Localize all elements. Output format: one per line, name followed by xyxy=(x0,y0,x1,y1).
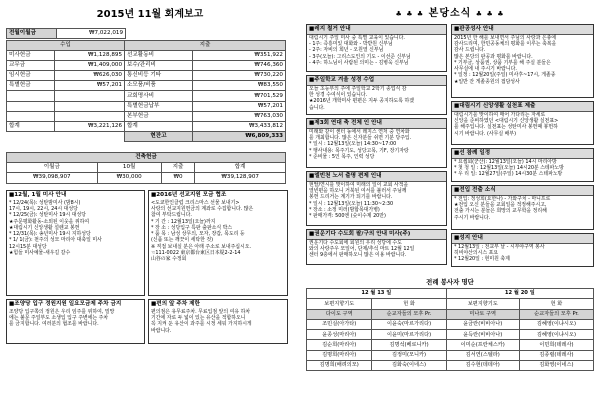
box-line: 에는 불문 주일부도 소생입 입구 주변에는 주차 xyxy=(9,315,109,322)
box-line: * 일정 : 12월20일(주일) 미사후~17시, 게졸종 xyxy=(454,72,556,79)
box-line: - 3주(오늘): 그리스도인의 기도 - 이선준 신부님 xyxy=(309,53,411,60)
income-value: ₩1,128,895 xyxy=(55,51,125,61)
duty-cell: 김명희(마리아) xyxy=(307,350,372,360)
transfer-news-box xyxy=(451,185,594,230)
prev-balance-label: 전월이월금 xyxy=(7,29,57,39)
table-row xyxy=(7,81,286,91)
building-value: ₩30,000 xyxy=(97,173,161,183)
box-line: * 12/24(목): 성탄밤미사 (밤8시) xyxy=(9,199,81,206)
box-line: (신품 또는 깨끗이 세탁한 것) xyxy=(151,237,214,244)
box-line: 조양당 입구쪽의 정원은 우리 임주를 위하여, 밀망 xyxy=(9,308,115,315)
income-value: ₩1,409,000 xyxy=(55,61,125,71)
clover-icon: ♣ ♣ ♣ xyxy=(395,10,425,18)
box-line: - 2주: 자비의 희년 - 오원열 신부님 xyxy=(309,47,384,54)
income-value xyxy=(55,91,125,101)
box-line: 대림시기 주일 미사 중 특별 교육이 있습니다. xyxy=(309,34,405,41)
box-line: * 기 간 : 12월13일(오늘)까지 xyxy=(151,218,216,225)
box-line: * 기부금, 상품권, 상품 기부를 해 주실 분들은 xyxy=(454,59,551,66)
table-row xyxy=(307,340,594,350)
duty-cell: 윤득란(비비아나) xyxy=(446,330,519,340)
box-line: 많은 본당의 판공과 평화를 바랍니다. xyxy=(454,53,533,60)
sisters-sale-box xyxy=(306,229,447,265)
box-line: 현딸/연시를 맞이하여 미래의 일이 교회 사적을 xyxy=(309,181,409,188)
table-row xyxy=(7,51,286,61)
box-line: ★일반 잔 게졸종원의 접담성사 xyxy=(454,78,520,85)
box-line: 센터 9층에서 판매하오니 많은 이용 바랍니다. xyxy=(309,252,407,259)
income-total-value: ₩3,221,126 xyxy=(55,121,125,131)
box-line: <도쿄한인클럽 크리스마스 선물 보내기> xyxy=(151,199,240,206)
box-title: ■12월, 1월 미사 안내 xyxy=(9,192,67,198)
building-value: ₩0 xyxy=(161,173,195,183)
cash-row xyxy=(7,131,286,141)
box-line: 17시, 19시, 22시, 24시 대성당 xyxy=(9,206,78,213)
box-line: 와의 사랑주우 모일어, 단제/추석 마트 12월 12일 xyxy=(309,246,415,253)
income-value xyxy=(55,101,125,111)
table-row xyxy=(307,350,594,360)
building-fund-title: 건축헌금 xyxy=(7,153,286,163)
duty-date: 12 월 20 일 xyxy=(446,289,593,299)
duty-cell: 이미순(프란체스카) xyxy=(446,340,519,350)
building-value: ₩39,098,907 xyxy=(7,173,98,183)
expense-header: 지출 xyxy=(125,41,286,51)
box-line: 바랍니다. xyxy=(151,327,172,334)
duty-cell: 김혜영(이냐시오) xyxy=(519,319,593,329)
parking-notice-box xyxy=(6,299,145,344)
box-line: 봉헌 드리거는 계기가 되기를 바랍니다. xyxy=(309,194,393,201)
box-line: 전출 가시는 분들은 희망의 교무학을 정리해 xyxy=(454,208,547,215)
box-title: ■편의 앞 주차 제한 xyxy=(151,301,200,307)
total-row xyxy=(7,121,286,131)
box-line: 12시15분 대성당 xyxy=(9,243,47,250)
box-line: 참여 부탁드립니다. xyxy=(151,212,192,219)
box-line: * 12월20일 : 현미원 축제 xyxy=(454,256,510,263)
expense-total-label: 합계 xyxy=(125,121,193,131)
table-row xyxy=(7,61,286,71)
box-line: * 장소 : 소정 미러(밤합목대가병) xyxy=(309,206,380,213)
box-line: 한 성경 수여식이 있습니다. xyxy=(309,92,368,99)
duty-col-header: 보편지향기도 xyxy=(307,299,372,309)
duty-cell: 윤종성(마리아) xyxy=(307,330,372,340)
expense-value: ₩763,030 xyxy=(193,111,286,121)
duty-cell: 김화영(이네스) xyxy=(519,361,593,371)
duty-cell: 김종렬(데레사) xyxy=(519,350,593,360)
duty-col-header: 헌 화 xyxy=(519,299,593,309)
income-label xyxy=(7,101,55,111)
duty-cell: 김혜영(이냐시오) xyxy=(519,330,593,340)
box-line: * 일시 : 12월13일(오늘) 14:30~17:00 xyxy=(309,141,397,148)
building-header: 지출 xyxy=(161,163,195,173)
box-line: 2015년 한 해를 보내면서 주님의 사랑과 은총에 xyxy=(454,34,557,41)
clover-icon: ♣ ♣ ♣ xyxy=(475,10,505,18)
left-page xyxy=(6,8,294,408)
table-row xyxy=(307,330,594,340)
duty-cell: 이윤숙(마르가리다) xyxy=(372,319,446,329)
box-line: * 1/ 1(금): 천주의 성모 마리아 대축일 미사 xyxy=(9,237,102,244)
bazaar-box xyxy=(306,171,447,226)
expense-label: 소모품/비품 xyxy=(125,81,193,91)
box-title: ■엘빈천 노서 출명 편제 인내 xyxy=(307,172,446,182)
box-line: 습니다. xyxy=(309,104,325,111)
duty-cell: 김명석(베로니카) xyxy=(372,340,446,350)
expense-value: ₩746,360 xyxy=(193,61,286,71)
duty-date: 12 월 13 일 xyxy=(307,289,447,299)
duty-cell: 윤금란(비비아나) xyxy=(446,319,519,329)
table-row xyxy=(307,319,594,329)
finance-table xyxy=(6,40,286,142)
box-title: ■주일학교 겨울 성경 수업 xyxy=(307,76,446,86)
expense-value: ₩351,922 xyxy=(193,51,286,61)
duty-cell: 김화숙(이네스) xyxy=(372,361,446,371)
box-line: * 12/25(금): 성탄미사 19시 대성당 xyxy=(9,212,86,219)
box-line: * 12/31(목): 송년미사 19시 지하성당 xyxy=(9,231,91,238)
duty-roster-title: 전례 봉사자 명단 xyxy=(426,278,474,286)
building-header: 이월금 xyxy=(7,163,98,173)
box-line: ★전입 오신 분들을 교회일을 적정해주시고, xyxy=(454,202,547,209)
prev-balance-value: ₩7,022,019 xyxy=(57,29,126,39)
right-page xyxy=(306,8,594,408)
box-line: 시기 바랍니다. (사무실 배부) xyxy=(454,130,517,137)
duty-cell: 이윤미(마르가리다) xyxy=(372,330,446,340)
box-line: ★주문평화활동-소외된 이웃을 위하여 xyxy=(9,218,90,225)
box-line: 山谷の家 수정회 xyxy=(151,255,187,262)
table-row xyxy=(7,71,286,81)
duty-cell: 김정미(모니카) xyxy=(372,350,446,360)
advent-practice-box xyxy=(451,101,594,145)
box-line: 주시기 바랍니다. xyxy=(454,214,491,221)
duty-sub-header: 순교자들의 모후 Pr. xyxy=(519,309,593,319)
box-line: * 전입: 정성희(요한나) - 가와구치 - 마니프로 xyxy=(454,195,551,202)
box-line: - 4주: 하느님이 사람된 의미는 - 김병욱 신부님 xyxy=(309,59,409,66)
box-line: 편의점은 유무료주차. 무료입점 앞의 여유 하차 xyxy=(151,308,251,315)
duty-col-header: 헌 화 xyxy=(372,299,446,309)
expense-label: 본부헌금 xyxy=(125,111,193,121)
box-line: ☜111-0022 東京都台東区日本堤2-2-14 xyxy=(151,249,241,256)
expense-label: 선교활동비 xyxy=(125,51,193,61)
box-title: ■선 참례 일정 xyxy=(452,149,593,159)
expense-value: ₩701,529 xyxy=(193,91,286,101)
duty-roster-table xyxy=(306,288,594,371)
income-header: 수입 xyxy=(7,41,125,51)
box-line: * 행사내용: 목주기도, 성당고목, 기F, 장기자랑 xyxy=(309,147,409,154)
confession-box xyxy=(451,24,594,98)
box-line: * 판매가격: 500엔 (숫이수제 20만) xyxy=(309,213,386,220)
box-line: 오늘 초등부의 주에 주일학교 2학기 종업식 감 xyxy=(309,85,407,92)
box-line: 히비야산의시스 포요 xyxy=(454,250,499,257)
building-header: 10월 xyxy=(97,163,161,173)
expense-label: 교회명사비 xyxy=(125,91,193,101)
box-line: - 1주: 즉흥미있 대화와 - 박받원 신부님 xyxy=(309,41,393,48)
box-title: ■권운기다 수도회 팔/구의 안내 미사(주) xyxy=(307,230,446,240)
income-total-label: 합계 xyxy=(7,121,55,131)
news-title xyxy=(306,8,594,21)
duty-cell: 김순희(마리아) xyxy=(307,340,372,350)
table-row xyxy=(307,361,594,371)
sunday-school-box xyxy=(306,75,447,115)
parking-limit-box xyxy=(148,299,288,344)
mission-support-box xyxy=(148,190,288,296)
box-line: * 일시 : 12월13일(오늘) 11:30~2:30 xyxy=(309,200,394,207)
expense-value: ₩83,550 xyxy=(193,81,286,91)
box-title: ■제3회 연대 축 전체 인 안내 xyxy=(307,119,446,129)
box-line: * 장 소 : 성당입구 특판 출판소식 박스 xyxy=(151,224,233,231)
income-label xyxy=(7,111,55,121)
box-title: ■성지 안내 xyxy=(452,234,593,244)
box-line: 사랑의 선교지원헌금의 계좌로 수집합니다. 많은 xyxy=(151,206,254,213)
income-value: ₩57,201 xyxy=(55,81,125,91)
meeting-schedule-box xyxy=(451,148,594,182)
box-title: ■조양당 입구 정원지원 일요모금제 주차 금지 xyxy=(9,301,122,307)
box-line: 감사드리며, 한민공동체의 평화를 이루는 축복을 xyxy=(454,41,557,48)
expense-value: ₩730,220 xyxy=(193,71,286,81)
box-line: 대림시기를 맞이하여 매어 가다리는 자세로 xyxy=(454,111,546,118)
box-title: ■판공성사 안내 xyxy=(452,25,593,35)
prev-balance-table xyxy=(6,28,126,39)
box-line: * 12월13일 : 전교부 날 - 시부야구역 봉사 xyxy=(454,243,545,250)
page-title: 2015년 11월 회계보고 xyxy=(96,9,204,20)
duty-cell: 김서연(스텔라) xyxy=(446,350,519,360)
table-row xyxy=(7,91,286,101)
income-value: ₩626,030 xyxy=(55,71,125,81)
box-line: 신앙을 준비하였던 <대림시기 신앙생활 실천표> xyxy=(454,118,559,125)
table-row xyxy=(7,101,286,111)
income-label: 특별헌금 xyxy=(7,81,55,91)
box-line: 기간에 자로 두 넓이 있는 유산을 적합하오니 xyxy=(151,315,246,322)
box-line: 열빈편을 하오니 거북된 여서를 불러서 주님께 xyxy=(309,188,407,195)
duty-col-header: 보편지향기도 xyxy=(446,299,519,309)
box-line: 감사 드립니다. xyxy=(454,47,486,54)
expense-label: 통신비등 기타 xyxy=(125,71,193,81)
box-line: ★2016년 개학미사 편편은 지두 공지하도록 하겠 xyxy=(309,98,414,105)
mass-schedule-box xyxy=(6,190,145,296)
box-title: ■대림시기 신앙생활 실천표 제출 xyxy=(452,102,593,112)
duty-cell: 김명희(배려의모) xyxy=(307,361,372,371)
expense-label: 특별헌금납부 xyxy=(125,101,193,111)
box-line: * 준비물 : 5인 목주, 인력 성당 xyxy=(309,153,375,160)
income-label: 교무금 xyxy=(7,61,55,71)
expense-value: ₩57,201 xyxy=(193,101,286,111)
box-line: 권운기다 수도회에 회원의 우리 성당에 수도 xyxy=(309,239,402,246)
duty-sub-header: 다이도 구역 xyxy=(307,309,372,319)
year-end-party-box xyxy=(306,118,447,168)
box-title: ■전입 전출 소식 xyxy=(452,186,593,196)
box-line: 사무실에 내 주시기 바랍니다. xyxy=(454,66,517,73)
expense-label: 보수/관리비 xyxy=(125,61,193,71)
building-fund-table xyxy=(6,152,286,184)
duty-sub-header: 순교자들의 모후 Pr. xyxy=(372,309,446,319)
box-line: ※ 직접 보내실 분은 아래 주소로 보내주십시오. xyxy=(151,243,252,250)
news-title-text: 본당소식 xyxy=(428,8,472,19)
box-title: ■2016년 선교지원 모금 협조 xyxy=(151,192,227,198)
income-label: 미사헌금 xyxy=(7,51,55,61)
box-line: ★대림시기 신앙생활 설렌교 봉헌 xyxy=(9,224,80,231)
table-row xyxy=(7,111,286,121)
income-label: 임시헌금 xyxy=(7,71,55,81)
box-line: * 요셉회(군산): 12월13일(오늘) 14시 마리아방 xyxy=(454,158,557,165)
box-line: 를 금지합니다. 여러분의 협조를 바랍니다. xyxy=(9,321,99,328)
cash-balance-value: ₩6,809,333 xyxy=(193,131,286,141)
expense-total-value: ₩3,433,812 xyxy=(193,121,286,131)
box-line: 꼭 지켜 둔 유산이 과주를 시정 세워 가지하시게 xyxy=(151,321,252,328)
building-header: 합계 xyxy=(195,163,286,173)
sacred-place-box xyxy=(451,233,594,267)
income-value xyxy=(55,111,125,121)
duty-cell: 김수현(데데아) xyxy=(446,361,519,371)
advent-lecture-box xyxy=(306,24,447,72)
box-line: 를 해주입니다. 실천표는 성탄미사 봉헌때 봉헌하 xyxy=(454,124,558,131)
box-title: ■레지 철거 안내 xyxy=(307,25,446,35)
box-line: * 우 리 일: 12월27일(주일) 14시30분 스테파노방 xyxy=(454,171,563,178)
box-line: ★힘들 미사예물-새우길 갈수 xyxy=(9,249,71,256)
box-line: 를 개최합니다. 많은 신자분들 쉬면 기분 당주입. xyxy=(309,135,412,142)
income-label xyxy=(7,91,55,101)
duty-cell: 이민희(데레사) xyxy=(519,340,593,350)
building-value: ₩39,128,907 xyxy=(195,173,286,183)
cash-balance-label: 현잔고 xyxy=(125,131,193,141)
box-line: 미래와 같이 센터 동에서 레지스 연처 중 연차화 xyxy=(309,128,410,135)
box-line: * 첫 청 일 : 12월13일(오늘) 14시20분 스테파노방 xyxy=(454,165,564,172)
duty-sub-header: 미나토 구역 xyxy=(446,309,519,319)
duty-cell: 조민실(아가타) xyxy=(307,319,372,329)
box-line: * 품 목 : 남성 상무의, 모자, 장갑, 목도리 등 xyxy=(151,231,245,238)
